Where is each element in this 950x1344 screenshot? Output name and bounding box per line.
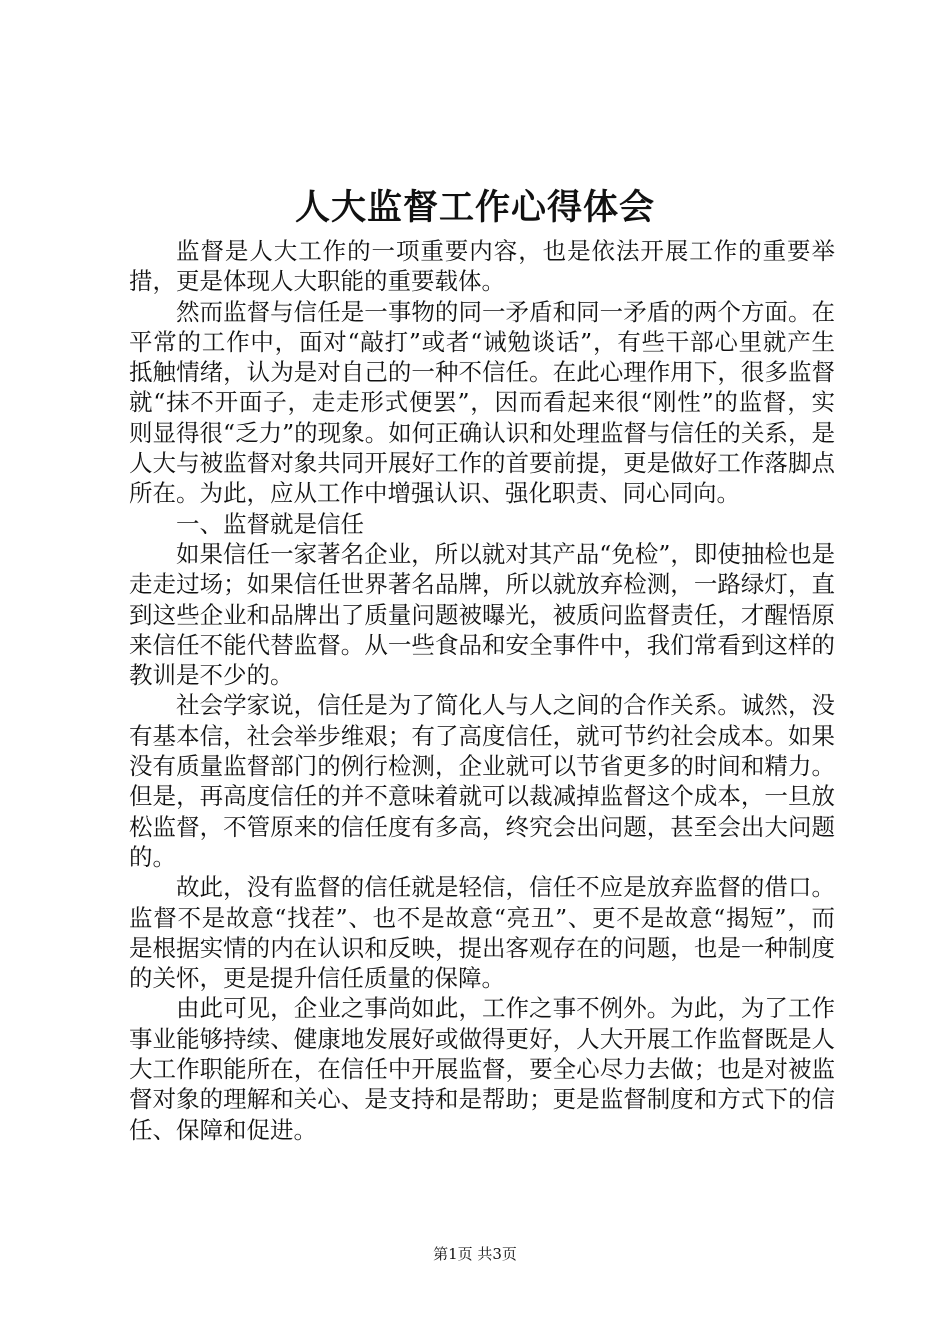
paragraph-trust-example: 如果信任一家著名企业，所以就对其产品“免检”，即使抽检也是走走过场；如果信任世界著名品牌，所以就放弃检测，一路绿灯，直到这些企业和品牌出了质量问题被曝光，被质问监督责任，才醒悟原来信任不能代替监督。从一些食品和安全事件中，我们常看到这样的教训是不少的。 [129,539,835,690]
paragraph-therefore: 故此，没有监督的信任就是轻信，信任不应是放弃监督的借口。监督不是故意“找茬”、也不是故意“亮丑”、更不是故意“揭短”，而是根据实情的内在认识和反映，提出客观存在的问题，也是一种制度的关怀，更是提升信任质量的保障。 [129,873,835,993]
paragraph-sociologist: 社会学家说，信任是为了简化人与人之间的合作关系。诚然，没有基本信，社会举步维艰；有了高度信任，就可节约社会成本。如果没有质量监督部门的例行检测，企业就可以节省更多的时间和精力。但是，再高度信任的并不意味着就可以裁减掉监督这个成本，一旦放松监督，不管原来的信任度有多高，终究会出问题，甚至会出大问题的。 [129,691,835,871]
paragraph-intro: 监督是人大工作的一项重要内容，也是依法开展工作的重要举措，更是体现人大职能的重要载体。 [129,237,835,296]
page-footer: 第1页 共3页 [433,1245,517,1263]
document-title: 人大监督工作心得体会 [294,187,655,228]
paragraph-conclusion: 由此可见，企业之事尚如此，工作之事不例外。为此，为了工作事业能够持续、健康地发展好或做得更好，人大开展工作监督既是人大工作职能所在，在信任中开展监督，要全心尽力去做；也是对被监督对象的理解和关心、是支持和是帮助；更是监督制度和方式下的信任、保障和促进。 [129,994,835,1144]
document-body [129,236,835,1145]
paragraph-contradiction: 然而监督与信任是一事物的同一矛盾和同一矛盾的两个方面。在平常的工作中，面对“敲打”或者“诫勉谈话”，有些干部心里就产生抵触情绪，认为是对自己的一种不信任。在此心理作用下，很多监督就“抹不开面子，走走形式便罢”，因而看起来很“刚性”的监督，实则显得很“乏力”的现象。如何正确认识和处理监督与信任的关系，是人大与被监督对象共同开展好工作的首要前提，更是做好工作落脚点所在。为此，应从工作中增强认识、强化职责、同心同向。 [129,297,835,508]
section-heading-1: 一、监督就是信任 [176,509,364,538]
